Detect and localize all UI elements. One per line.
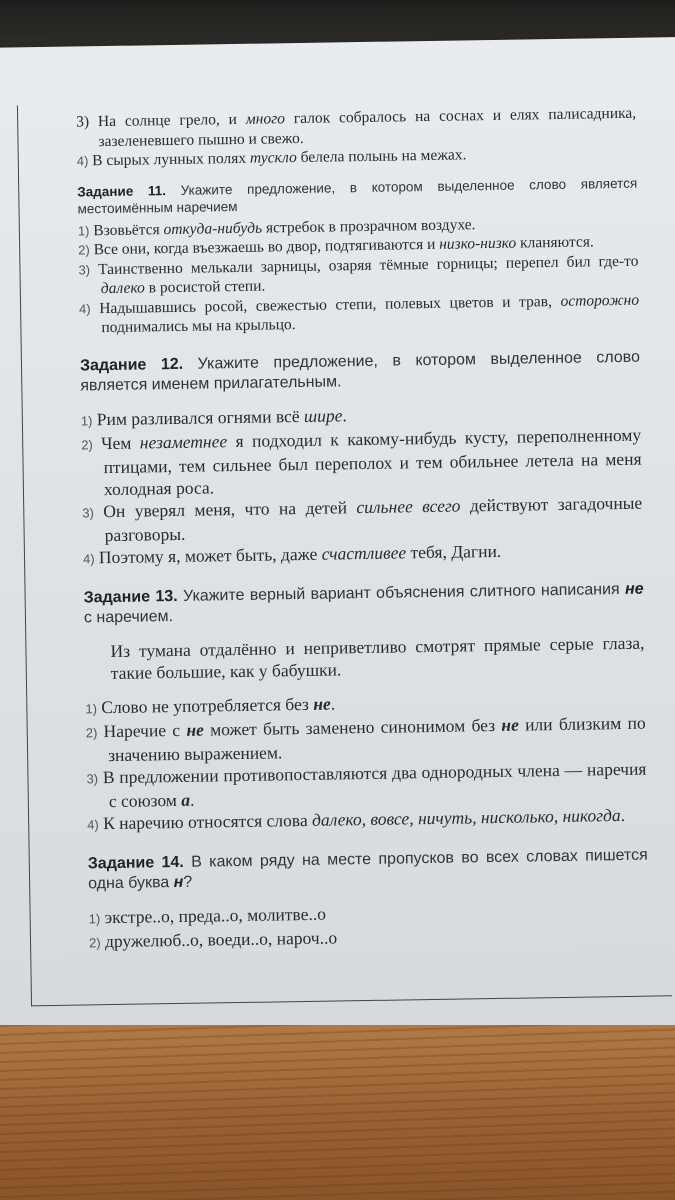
task-11-option-3: 3) Таинственно мелькали зарницы, озаряя тёмные горницы; перепел бил где-то далеко в росистой степи. [78, 252, 639, 298]
option-4-prev: 4) В сырых лунных полях тускло белела полынь на межах. [76, 146, 467, 170]
task-14-heading: Задание 14. В каком ряду на месте пропусков во всех словах пишется одна буква н? [87, 846, 648, 892]
worksheet-page [0, 36, 675, 1038]
task-13-option-3: 3) В предложении противопоставляются два однородных члена — наречия с союзом а. [86, 758, 647, 811]
task-14-option-2: 2) дружелюб..о, воеди..о, нароч..о [88, 927, 338, 951]
task-13-option-2: 2) Наречие с не может быть заменено синонимом без не или близким по значению выражением. [85, 712, 646, 765]
task-12-option-1: 1) Рим разливался огнями всё шире. [80, 404, 347, 429]
task-11-option-2: 2) Все они, когда въезжаешь во двор, подтягиваются и низко-низко кланяются. [78, 233, 594, 259]
task-12-heading: Задание 12. Укажите предложение, в котором выделенное слово является именем прилагательным. [79, 348, 641, 394]
task-12-option-2: 2) Чем незаметнее я подходил к какому-нибудь кусту, переполненному птицами, тем сильнее был переполох и тем обильнее летела на меня холодная роса. [81, 424, 642, 499]
task-14-option-1: 1) экстре..о, преда..о, молитве..о [88, 903, 327, 927]
task-13-option-4: 4) К наречию относятся слова далеко, вовсе, ничуть, нисколько, никогда. [87, 804, 626, 833]
task-13-quote: Из тумана отдалённо и неприветливо смотрят прямые серые глаза, такие большие, как у бабушки. [110, 632, 645, 683]
task-13-option-1: 1) Слово не употребляется без не. [85, 693, 336, 717]
task-11-option-1: 1) Взовьётся откуда-нибудь ястребок в прозрачном воздухе. [77, 215, 476, 239]
task-11-heading: Задание 11. Укажите предложение, в котором выделенное слово является местоимённым наречием [77, 175, 638, 216]
task-12-option-3: 3) Он уверял меня, что на детей сильнее всего действуют загадочные разговоры. [82, 492, 643, 545]
option-3-prev: 3) На солнце грело, и много галок собралось на соснах и елях палисадника, зазеленевшего пышно и свежо. [76, 104, 637, 150]
page-content [76, 104, 649, 954]
task-13-heading: Задание 13. Укажите верный вариант объяснения слитного написания не с наречием. [83, 580, 644, 626]
task-12-option-4: 4) Поэтому я, может быть, даже счастливее тебя, Дагни. [82, 540, 502, 567]
wooden-table [0, 1025, 675, 1200]
task-11-option-4: 4) Надышавшись росой, свежестью степи, полевых цветов и трав, осторожно поднимались мы на крыльцо. [78, 291, 640, 337]
